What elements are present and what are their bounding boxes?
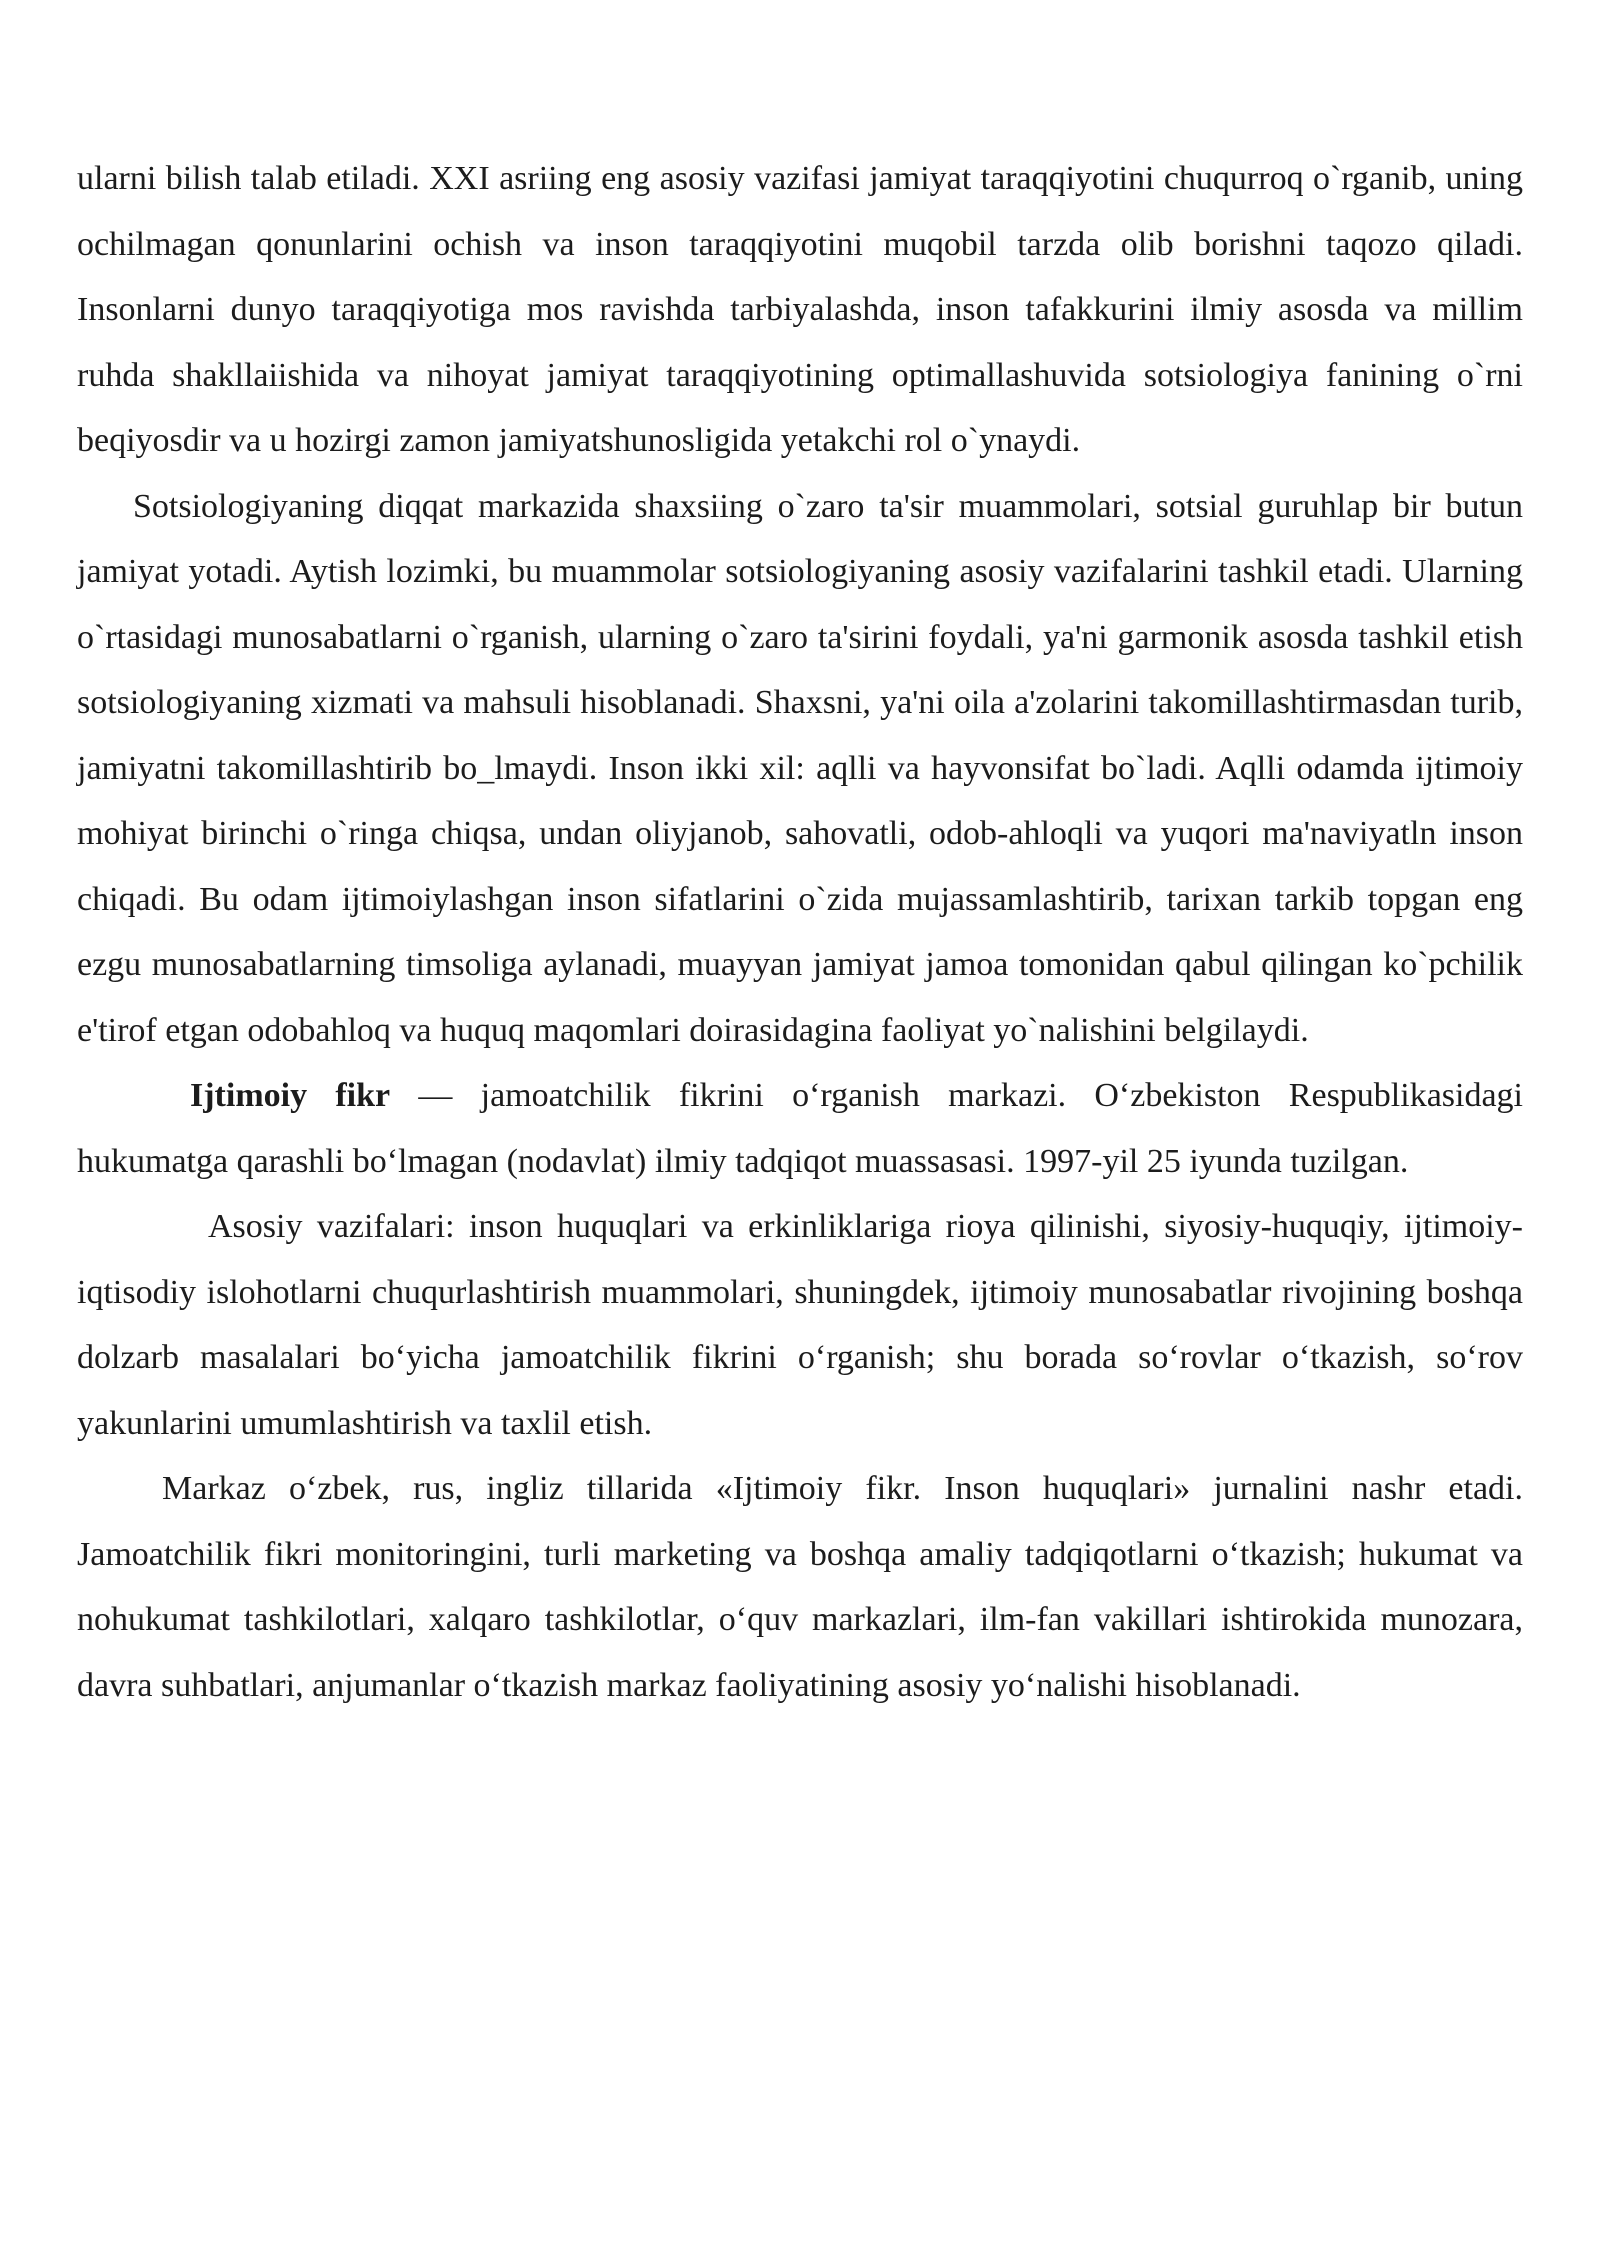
paragraph-sociology-focus: Sotsiologiyaning diqqat markazida shaxsiing o`zaro ta'sir muammolari, sotsial guruhlap bir butun jamiyat yotadi. Aytish lozimki, bu muammolar sotsiologiyaning asosiy vazifalarini tashkil etadi. Ularning o`rtasidagi munosabatlarni o`rganish, ularning o`zaro ta'sirini foydali, ya'ni garmonik asosda tashkil etish sotsiologiyaning xizmati va mahsuli hisoblanadi. Shaxsni, ya'ni oila a'zolarini takomillashtirmasdan turib, jamiyatni takomillashtirib bo_lmaydi. Inson ikki xil: aqlli va hayvonsifat bo`ladi. Aqlli odamda ijtimoiy mohiyat birinchi o`ringa chiqsa, undan oliyjanob, sahovatli, odob-ahloqli va yuqori ma'naviyatln inson chiqadi. Bu odam ijtimoiylashgan inson sifatlarini o`zida mujassamlashtirib, tarixan tarkib topgan eng ezgu munosabatlarning timsoliga aylanadi, muayyan jamiyat jamoa tomonidan qabul qilingan ko`pchilik e'tirof etgan odobahloq va huquq maqomlari doirasidagina faoliyat yo`nalishini belgilaydi. bbox=[77, 487, 1523, 1049]
paragraph-main-tasks: Asosiy vazifalari: inson huquqlari va erkinliklariga rioya qilinishi, siyosiy-huquqiy, ijtimoiy-iqtisodiy islohotlarni chuqurlashtirish muammolari, shuningdek, ijtimoiy munosabatlar rivojining boshqa dolzarb masalalari boʻyicha jamoatchilik fikrini oʻrganish; shu borada soʻrovlar oʻtkazish, soʻrov yakunlarini umumlashtirish va taxlil etish. bbox=[77, 1208, 1523, 1442]
document-page bbox=[77, 146, 1523, 1718]
paragraph-ijtimoiy-fikr-text: — jamoatchilik fikrini oʻrganish markazi. Oʻzbekiston Respublikasidagi hukumatga qarashli boʻlmagan (nodavlat) ilmiy tadqiqot muassasasi. 1997-yil 25 iyunda tuzilgan. bbox=[77, 1077, 1524, 1180]
term-ijtimoiy-fikr: Ijtimoiy fikr bbox=[190, 1077, 391, 1114]
paragraph-intro: ularni bilish talab etiladi. XXI asriing eng asosiy vazifasi jamiyat taraqqiyotini chuqurroq o`rganib, uning ochilmagan qonunlarini ochish va inson taraqqiyotini muqobil tarzda olib borishni taqozo qiladi. Insonlarni dunyo taraqqiyotiga mos ravishda tarbiyalashda, inson tafakkurini ilmiy asosda va millim ruhda shakllaiishida va nihoyat jamiyat taraqqiyotining optimallashuvida sotsiologiya fanining o`rni beqiyosdir va u hozirgi zamon jamiyatshunosligida yetakchi rol o`ynaydi. bbox=[77, 160, 1523, 459]
paragraph-ijtimoiy-fikr bbox=[77, 1063, 1523, 1194]
paragraph-center-activity: Markaz oʻzbek, rus, ingliz tillarida «Ijtimoiy fikr. Inson huquqlari» jurnalini nashr etadi. Jamoatchilik fikri monitoringini, turli marketing va boshqa amaliy tadqiqotlarni oʻtkazish; hukumat va nohukumat tashkilotlari, xalqaro tashkilotlar, oʻquv markazlari, ilm-fan vakillari ishtirokida munozara, davra suhbatlari, anjumanlar oʻtkazish markaz faoliyatining asosiy yoʻnalishi hisoblanadi. bbox=[77, 1470, 1523, 1704]
